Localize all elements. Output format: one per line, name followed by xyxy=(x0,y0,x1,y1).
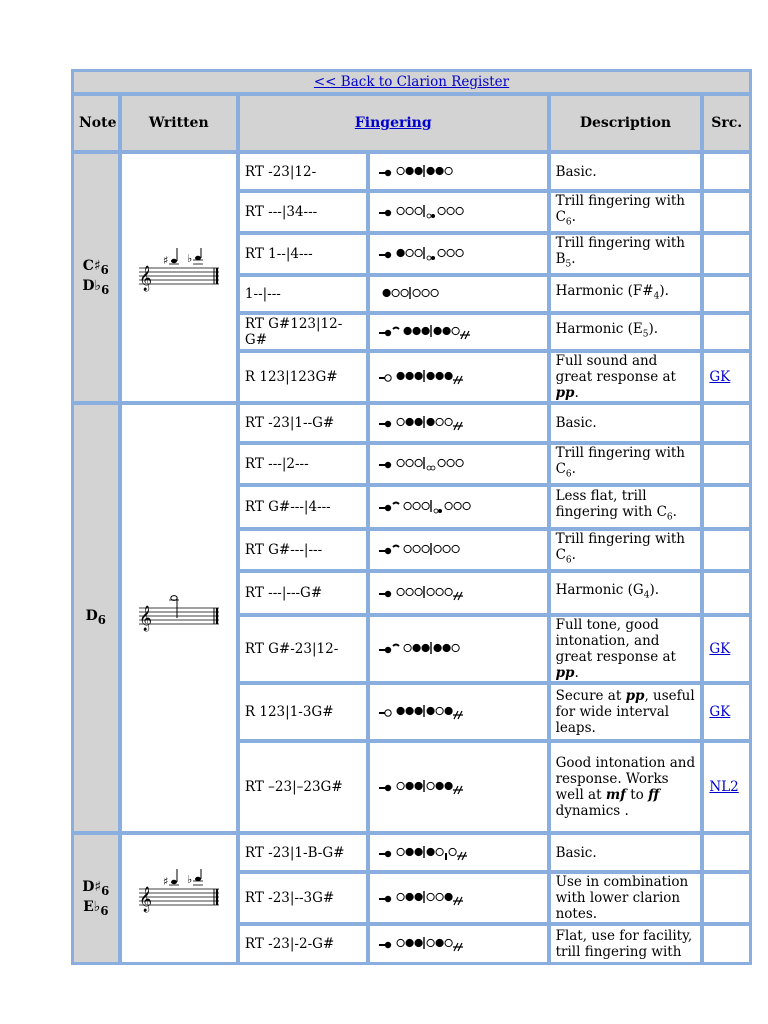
fingering-diagram-cell xyxy=(369,616,547,682)
source-cell xyxy=(703,234,750,274)
note-enharmonic: $E♭_6$ xyxy=(83,898,109,918)
fingering-code: RT -23|12- xyxy=(239,153,368,190)
fingering-diagram-cell xyxy=(369,153,547,190)
back-to-clarion-register-link[interactable]: << Back to Clarion Register xyxy=(313,74,510,90)
written-notation-cell xyxy=(121,834,237,963)
header-fingering xyxy=(239,95,548,151)
fingering-diagram xyxy=(375,201,545,223)
description-cell: Full tone, good intonation, and great response at pp. xyxy=(550,616,702,682)
table-row xyxy=(73,834,750,871)
fingering-code: RT G#123|12-G# xyxy=(239,314,368,350)
table-row xyxy=(73,404,750,442)
fingering-link[interactable]: Fingering xyxy=(354,115,432,131)
source-cell xyxy=(703,873,750,923)
fingering-diagram xyxy=(375,243,545,265)
fingering-diagram xyxy=(375,933,545,955)
header-src: Src. xyxy=(703,95,750,151)
fingering-diagram xyxy=(375,582,545,604)
fingering-code: R 123|123G# xyxy=(239,352,368,402)
staff-notation xyxy=(135,588,223,644)
source-cell xyxy=(703,486,750,528)
description-cell: Trill fingering with $C_6$. xyxy=(550,530,702,570)
description-cell: Basic. xyxy=(550,834,702,871)
source-cell xyxy=(703,276,750,312)
staff-notation xyxy=(135,869,223,925)
fingering-diagram-cell xyxy=(369,314,547,350)
fingering-diagram xyxy=(375,842,545,864)
note-octave: 6 xyxy=(101,883,110,898)
note-cell xyxy=(73,153,119,402)
fingering-code: RT -23|1-B-G# xyxy=(239,834,368,871)
description-cell: Full sound and great response at pp. xyxy=(550,352,702,402)
table-body xyxy=(73,153,750,963)
note-octave: 6 xyxy=(97,612,106,627)
header-description: Description xyxy=(550,95,702,151)
fingering-diagram xyxy=(375,161,545,183)
note-octave: 6 xyxy=(100,262,109,277)
fingering-diagram xyxy=(375,321,545,343)
fingering-diagram-cell xyxy=(369,192,547,232)
source-cell xyxy=(703,572,750,614)
fingering-diagram xyxy=(375,887,545,909)
fingering-diagram-cell xyxy=(369,530,547,570)
fingering-code: RT 1--|4--- xyxy=(239,234,368,274)
fingering-diagram-cell xyxy=(369,873,547,923)
fingering-code: RT -23|--3G# xyxy=(239,873,368,923)
note-name: $D♯_6$ xyxy=(82,878,110,898)
table-row xyxy=(73,153,750,190)
note-name: $C♯_6$ xyxy=(82,257,109,277)
source-cell xyxy=(703,314,750,350)
written-notation-cell xyxy=(121,404,237,832)
fingering-code: RT G#---|--- xyxy=(239,530,368,570)
description-cell: Harmonic $(G_4)$. xyxy=(550,572,702,614)
source-cell xyxy=(703,616,750,682)
note-name: $D_6$ xyxy=(85,608,106,627)
fingering-code: RT G#-23|12- xyxy=(239,616,368,682)
description-cell: Trill fingering with $C_6$. xyxy=(550,192,702,232)
description-cell: Secure at pp, useful for wide interval leaps. xyxy=(550,684,702,740)
fingering-diagram xyxy=(375,638,545,660)
fingering-diagram xyxy=(375,539,545,561)
fingering-diagram-cell xyxy=(369,352,547,402)
description-cell: Good intonation and response. Works well at mf to ff dynamics . xyxy=(550,742,702,832)
source-cell xyxy=(703,834,750,871)
description-cell: Basic. xyxy=(550,153,702,190)
fingering-code: RT -23|1--G# xyxy=(239,404,368,442)
source-link[interactable]: NL2 xyxy=(709,779,739,795)
svg-text:♯: ♯ xyxy=(162,253,169,267)
fingering-diagram-cell xyxy=(369,925,547,963)
source-cell xyxy=(703,925,750,963)
note-cell xyxy=(73,834,119,963)
description-cell: Less flat, trill fingering with $C_6$. xyxy=(550,486,702,528)
source-cell xyxy=(703,684,750,740)
svg-text:𝄞: 𝄞 xyxy=(138,886,152,912)
description-cell: Flat, use for facility, trill fingering with xyxy=(550,925,702,963)
fingering-diagram xyxy=(375,776,545,798)
source-cell xyxy=(703,444,750,484)
fingering-diagram-cell xyxy=(369,276,547,312)
svg-text:♭: ♭ xyxy=(186,251,192,265)
source-link[interactable]: GK xyxy=(709,641,731,657)
staff-notation xyxy=(135,248,223,304)
svg-text:𝄞: 𝄞 xyxy=(138,606,152,631)
fingering-diagram xyxy=(375,701,545,723)
fingering-code: R 123|1-3G# xyxy=(239,684,368,740)
fingering-table xyxy=(71,69,752,965)
fingering-diagram xyxy=(375,496,545,518)
fingering-diagram-cell xyxy=(369,742,547,832)
fingering-diagram-cell xyxy=(369,404,547,442)
nav-bar xyxy=(73,71,750,93)
source-link[interactable]: GK xyxy=(709,704,731,720)
written-notation-cell xyxy=(121,153,237,402)
header-written: Written xyxy=(121,95,237,151)
fingering-diagram-cell xyxy=(369,444,547,484)
fingering-diagram xyxy=(375,283,545,305)
fingering-code: RT G#---|4--- xyxy=(239,486,368,528)
source-cell xyxy=(703,404,750,442)
fingering-code: RT -23|-2-G# xyxy=(239,925,368,963)
source-cell xyxy=(703,192,750,232)
note-octave: 6 xyxy=(101,282,110,297)
description-cell: Trill fingering with $B_5$. xyxy=(550,234,702,274)
fingering-diagram-cell xyxy=(369,234,547,274)
fingering-diagram-cell xyxy=(369,834,547,871)
description-cell: Harmonic $(F\#_4)$. xyxy=(550,276,702,312)
fingering-diagram xyxy=(375,366,545,388)
source-cell xyxy=(703,742,750,832)
source-link[interactable]: GK xyxy=(709,369,731,385)
source-cell xyxy=(703,352,750,402)
description-cell: Trill fingering with $C_6$. xyxy=(550,444,702,484)
svg-text:♭: ♭ xyxy=(186,872,192,886)
svg-text:♯: ♯ xyxy=(162,874,169,888)
header-note: Note xyxy=(73,95,119,151)
note-enharmonic: $D♭_6$ xyxy=(82,277,110,297)
note-octave: 6 xyxy=(100,903,109,918)
source-cell xyxy=(703,530,750,570)
note-cell xyxy=(73,404,119,832)
fingering-code: RT –23|–23G# xyxy=(239,742,368,832)
svg-text:𝄞: 𝄞 xyxy=(138,265,152,291)
fingering-code: RT ---|2--- xyxy=(239,444,368,484)
source-cell xyxy=(703,153,750,190)
fingering-diagram-cell xyxy=(369,486,547,528)
fingering-diagram xyxy=(375,412,545,434)
fingering-code: 1--|--- xyxy=(239,276,368,312)
description-cell: Use in combination with lower clarion notes. xyxy=(550,873,702,923)
fingering-diagram-cell xyxy=(369,684,547,740)
description-cell: Harmonic $(E_5)$. xyxy=(550,314,702,350)
description-cell: Basic. xyxy=(550,404,702,442)
fingering-diagram-cell xyxy=(369,572,547,614)
fingering-diagram xyxy=(375,453,545,475)
fingering-code: RT ---|---G# xyxy=(239,572,368,614)
fingering-code: RT ---|34--- xyxy=(239,192,368,232)
